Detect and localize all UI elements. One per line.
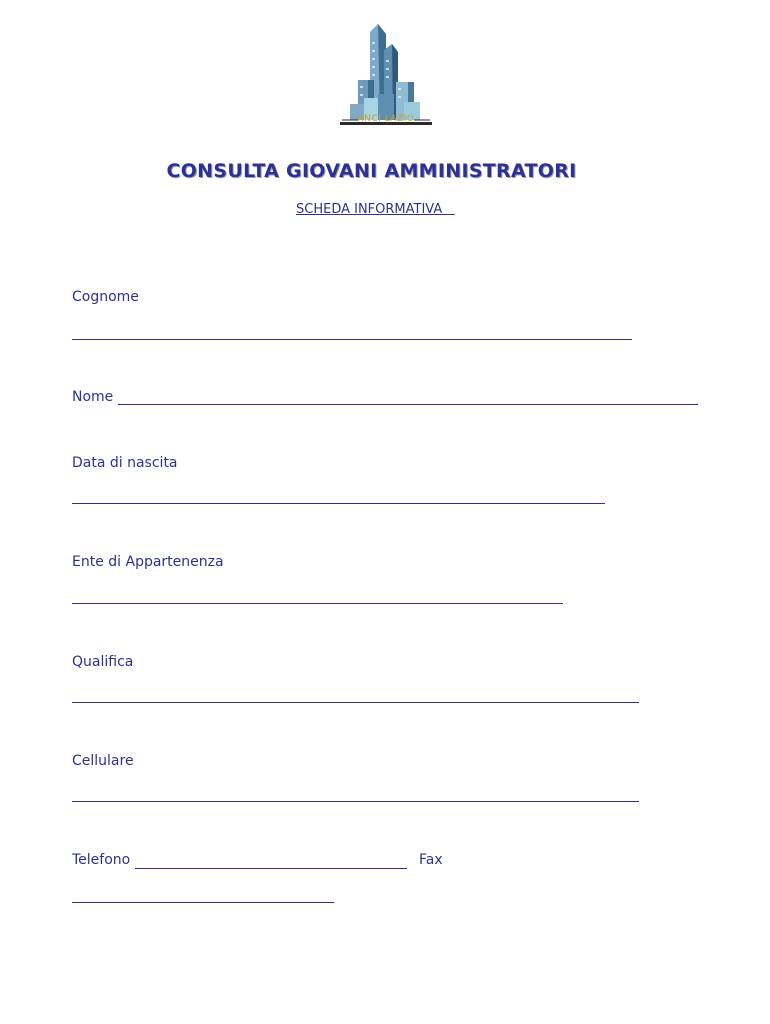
- fax-label: Fax: [419, 852, 443, 868]
- cellulare-field[interactable]: [72, 800, 639, 802]
- cognome-label: Cognome: [72, 289, 139, 305]
- ente-field[interactable]: [72, 602, 563, 604]
- qualifica-label: Qualifica: [72, 654, 134, 670]
- nome-field[interactable]: [118, 403, 698, 405]
- logo: [338, 22, 434, 130]
- qualifica-field[interactable]: [72, 701, 639, 703]
- cognome-field[interactable]: [72, 338, 632, 340]
- ente-label: Ente di Appartenenza: [72, 554, 224, 570]
- nome-label: Nome: [72, 389, 114, 405]
- logo-text: ANCI LAZIO: [357, 114, 415, 124]
- data-nascita-field[interactable]: [72, 502, 605, 504]
- cellulare-label: Cellulare: [72, 753, 134, 769]
- telefono-field[interactable]: [135, 867, 407, 869]
- fax-field[interactable]: [72, 901, 334, 903]
- page-title: CONSULTA GIOVANI AMMINISTRATORI: [166, 160, 577, 182]
- data-nascita-label: Data di nascita: [72, 455, 178, 471]
- page-subtitle: SCHEDA INFORMATIVA: [296, 202, 455, 217]
- telefono-label: Telefono: [72, 852, 131, 868]
